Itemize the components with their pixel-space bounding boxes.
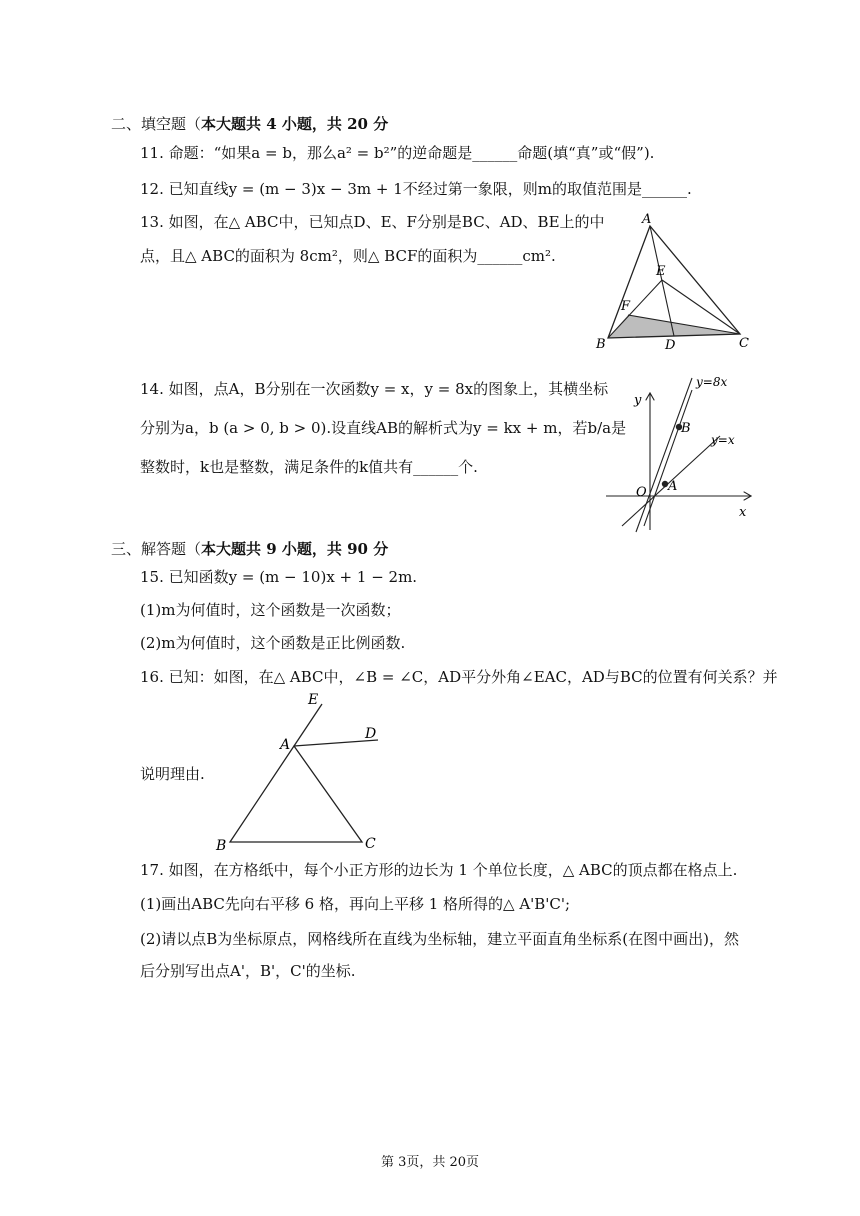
question-12: 12. 已知直线y = (m − 3)x − 3m + 1不经过第一象限，则m的取值范围是______.: [140, 180, 692, 198]
label-c: C: [365, 836, 376, 852]
section-3-prefix: 三、解答题（: [111, 540, 202, 558]
section-3-header: [111, 538, 388, 559]
label-y-eq-8x: y=8x: [696, 375, 728, 389]
question-14-line-2: 分别为a，b (a > 0, b > 0).设直线AB的解析式为y = kx + m，若b/a是: [140, 419, 627, 437]
question-14-line-1: 14. 如图，点A，B分别在一次函数y = x，y = 8x的图象上，其横坐标: [140, 380, 609, 398]
question-17-stem: 17. 如图，在方格纸中，每个小正方形的边长为 1 个单位长度，△ ABC的顶点都在格点上.: [140, 861, 738, 879]
question-16-figure: [210, 690, 390, 855]
question-17-part-2b: 后分别写出点A'，B'，C'的坐标.: [140, 962, 356, 980]
section-2-header: [111, 113, 388, 134]
question-13-line-1: 13. 如图，在△ ABC中，已知点D、E、F分别是BC、AD、BE上的中: [140, 213, 605, 231]
line-y-eq-8x: [636, 378, 692, 532]
ray-ae: [294, 704, 322, 746]
question-14-line-3: 整数时，k也是整数，满足条件的k值共有______个.: [140, 458, 478, 476]
question-11: 11. 命题：“如果a = b，那么a² = b²”的逆命题是______命题(填“真”或“假”).: [140, 144, 655, 162]
label-origin: O: [636, 485, 647, 500]
question-15-stem: 15. 已知函数y = (m − 10)x + 1 − 2m.: [140, 568, 418, 586]
triangle-abc: [230, 746, 362, 842]
label-d: D: [365, 726, 377, 742]
label-y-eq-x: y=x: [711, 433, 735, 447]
question-13-line-2: 点，且△ ABC的面积为 8cm²，则△ BCF的面积为______cm².: [140, 247, 556, 265]
question-17-part-2a: (2)请以点B为坐标原点，网格线所在直线为坐标轴，建立平面直角坐标系(在图中画出)，然: [140, 930, 739, 948]
label-point-b: B: [681, 421, 691, 436]
page-footer: 第 3页，共 20页: [380, 1155, 480, 1170]
section-3-bold: 本大题共 9 小题，共 90 分: [201, 540, 389, 558]
question-14-figure: [598, 370, 760, 535]
question-15-part-1: (1)m为何值时，这个函数是一次函数；: [140, 601, 401, 619]
axis-label-x: x: [739, 505, 747, 520]
label-c: C: [739, 336, 749, 351]
label-e: E: [656, 264, 666, 279]
question-15-part-2: (2)m为何值时，这个函数是正比例函数.: [140, 634, 406, 652]
label-d: D: [665, 338, 676, 353]
section-2-bold: 本大题共 4 小题，共 20 分: [201, 115, 389, 133]
line-ab: [644, 390, 692, 526]
label-a: A: [280, 737, 291, 753]
axis-label-y: y: [634, 393, 642, 408]
section-2-prefix: 二、填空题（: [111, 115, 202, 133]
label-b: B: [596, 337, 606, 352]
question-16-line-2: 说明理由.: [140, 765, 205, 783]
question-16-line-1: 16. 已知：如图，在△ ABC中，∠B = ∠C，AD平分外角∠EAC，AD与BC的位置有何关系？并: [140, 668, 778, 686]
label-b: B: [216, 838, 227, 854]
label-a: A: [642, 212, 652, 227]
question-17-part-1: (1)画出ABC先向右平移 6 格，再向上平移 1 格所得的△ A'B'C';: [140, 895, 571, 913]
label-f: F: [621, 299, 631, 314]
label-e: E: [308, 692, 319, 708]
label-point-a: A: [668, 479, 678, 494]
question-13-figure: [590, 210, 760, 355]
